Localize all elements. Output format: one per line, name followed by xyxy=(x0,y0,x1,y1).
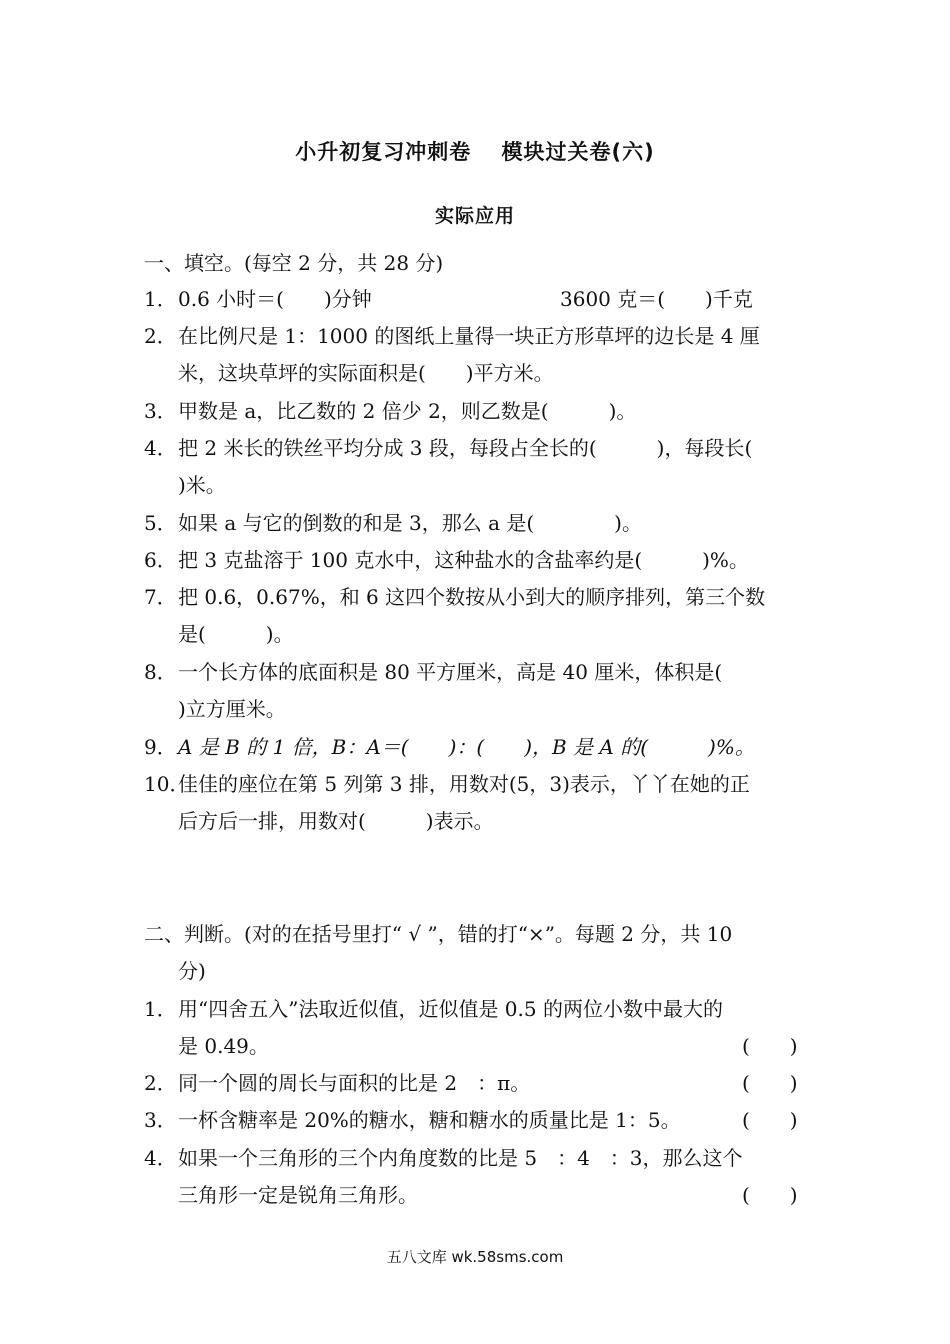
question-text-cont: 是 0.49。 xyxy=(178,1034,269,1058)
question-number: 2． xyxy=(144,1071,177,1095)
answer-parentheses[interactable]: ( ) xyxy=(742,1108,798,1132)
question-text: 0.6 小时＝( )分钟 xyxy=(178,287,372,311)
answer-parentheses[interactable]: ( ) xyxy=(742,1071,798,1095)
question-text-cont: 三角形一定是锐角三角形。 xyxy=(178,1183,418,1207)
question-text: 佳佳的座位在第 5 列第 3 排，用数对(5，3)表示，丫丫在她的正 xyxy=(178,772,750,796)
question-text: 在比例尺是 1：1000 的图纸上量得一块正方形草坪的边长是 4 厘 xyxy=(178,324,760,348)
question-text-cont: 是( )。 xyxy=(178,622,294,646)
question-text: 同一个圆的周长与面积的比是 2 ：π。 xyxy=(178,1071,531,1095)
question-text-cont: )米。 xyxy=(178,473,226,497)
question-number: 3． xyxy=(144,399,177,423)
question-text: 如果 a 与它的倒数的和是 3，那么 a 是( )。 xyxy=(178,511,642,535)
question-text: 把 2 米长的铁丝平均分成 3 段，每段占全长的( )，每段长( xyxy=(178,436,753,460)
section2-heading: 二、判断。(对的在括号里打“ √ ”，错的打“×”。每题 2 分，共 10 xyxy=(144,922,733,946)
question-number: 4． xyxy=(144,1146,177,1170)
question-text: 一个长方体的底面积是 80 平方厘米，高是 40 厘米，体积是( xyxy=(178,660,723,684)
question-text-cont: )立方厘米。 xyxy=(178,697,286,721)
section1-heading: 一、填空。(每空 2 分，共 28 分) xyxy=(144,251,444,275)
question-text-b: 3600 克＝( )千克 xyxy=(560,287,753,311)
answer-parentheses[interactable]: ( ) xyxy=(742,1183,798,1207)
question-text: 如果一个三角形的三个内角度数的比是 5 ：4 ：3，那么这个 xyxy=(178,1146,743,1170)
question-number: 7． xyxy=(144,585,177,609)
question-number: 8． xyxy=(144,660,177,684)
question-text: 甲数是 a，比乙数的 2 倍少 2，则乙数是( )。 xyxy=(178,399,637,423)
question-text: 一杯含糖率是 20%的糖水，糖和糖水的质量比是 1：5。 xyxy=(178,1108,681,1132)
page-title: 小升初复习冲刺卷 模块过关卷(六) xyxy=(295,140,655,164)
question-text: 把 0.6，0.67%，和 6 这四个数按从小到大的顺序排列，第三个数 xyxy=(178,585,766,609)
question-text: 把 3 克盐溶于 100 克水中，这种盐水的含盐率约是( )%。 xyxy=(178,548,749,572)
page-subtitle: 实际应用 xyxy=(434,205,515,227)
question-number: 3． xyxy=(144,1108,177,1132)
question-number: 2． xyxy=(144,324,177,348)
question-text: 用“四舍五入”法取近似值，近似值是 0.5 的两位小数中最大的 xyxy=(178,997,723,1021)
question-text-cont: 后方后一排，用数对( )表示。 xyxy=(178,809,494,833)
question-number: 1． xyxy=(144,287,177,311)
question-number: 6． xyxy=(144,548,177,572)
question-text-cont: 米，这块草坪的实际面积是( )平方米。 xyxy=(178,361,554,385)
question-text: A 是 B 的 1 倍，B：A＝( )：( )，B 是 A 的( )%。 xyxy=(178,735,755,759)
question-number: 10． xyxy=(144,772,190,796)
question-number: 5． xyxy=(144,511,177,535)
section2-heading-2: 分) xyxy=(178,959,206,983)
footer-watermark: 五八文库 wk.58sms.com xyxy=(386,1248,564,1266)
question-number: 9． xyxy=(144,735,177,759)
question-number: 4． xyxy=(144,436,177,460)
question-number: 1． xyxy=(144,997,177,1021)
answer-parentheses[interactable]: ( ) xyxy=(742,1034,798,1058)
